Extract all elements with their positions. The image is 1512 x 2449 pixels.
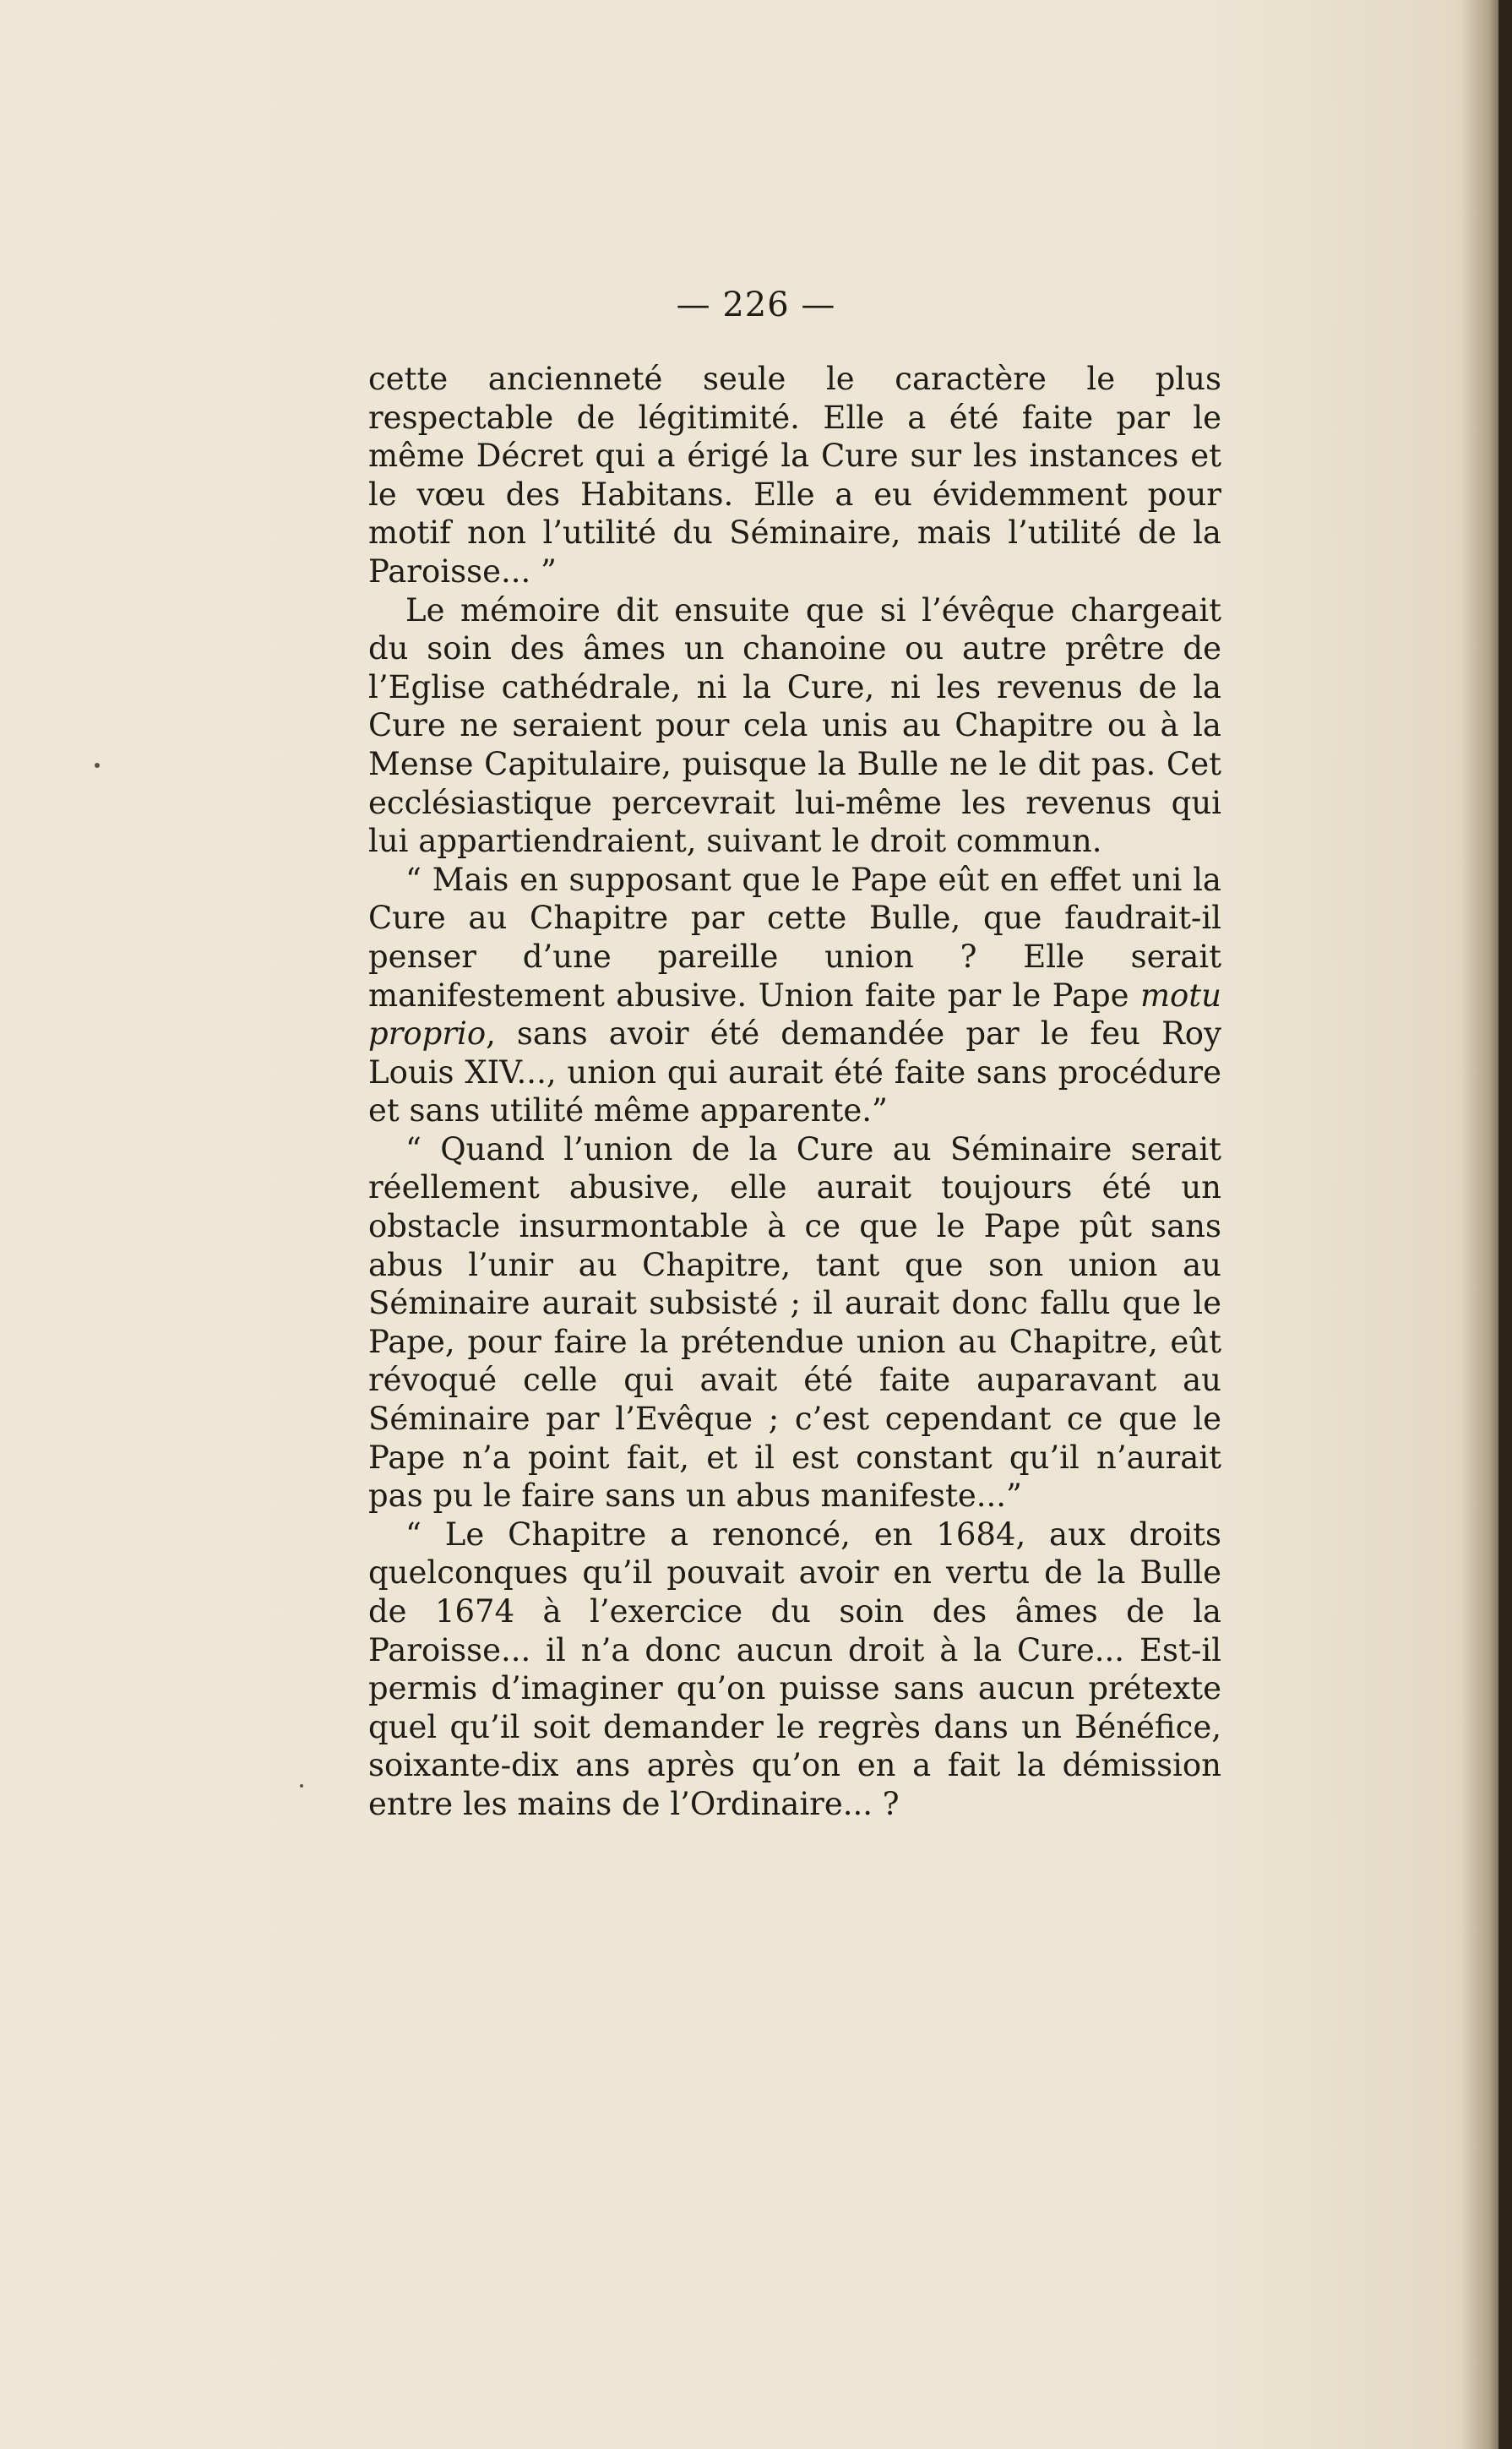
paragraph-3-text-before: “ Mais en supposant que le Pape eût en effet uni la Cure au Chapitre par cette Bulle, que faudrait-il penser d’une pareille union ? Elle serait manifestement abusive. Union faite par le Pape [368,861,1221,1014]
paragraph-5: “ Le Chapitre a renoncé, en 1684, aux droits quelconques qu’il pouvait avoir en vertu de la Bulle de 1674 à l’exercice du soin des âmes de la Paroisse... il n’a donc aucun droit à la Cure... Est-il permis d’imaginer qu’on puisse sans aucun prétexte quel qu’il soit demander le regrès dans un Bénéfice, soixante-dix ans après qu’on en a fait la démission entre les mains de l’Ordinaire... ? [368,1516,1221,1822]
paragraph-3 [368,861,1221,1130]
paragraph-3-italic-phrase: motu proprio [368,977,1221,1053]
paragraph-2: Le mémoire dit ensuite que si l’évêque chargeait du soin des âmes un chanoine ou autre prêtre de l’Eglise cathédrale, ni la Cure, ni les revenus de la Cure ne seraient pour cela unis au Chapitre ou à la Mense Capitulaire, puisque la Bulle ne le dit pas. Cet ecclésiastique percevrait lui-même les revenus qui lui appartiendraient, suivant le droit commun. [368,591,1221,860]
paper-speck [300,1784,303,1788]
paper-speck [95,763,100,768]
paragraph-3-text-after: , sans avoir été demandée par le feu Roy Louis XIV..., union qui aurait été faite sans procédure et sans utilité même apparente.” [368,1015,1221,1129]
body-text [368,360,1221,1824]
binding-edge [1498,0,1512,2449]
paragraph-1: cette ancienneté seule le caractère le plus respectable de légitimité. Elle a été faite par le même Décret qui a érigé la Cure sur les instances et le vœu des Habitans. Elle a eu évidemment pour motif non l’utilité du Séminaire, mais l’utilité de la Paroisse... ” [368,361,1221,590]
page-number: — 226 — [676,286,836,324]
paragraph-4: “ Quand l’union de la Cure au Séminaire serait réellement abusive, elle aurait toujours été un obstacle insurmontable à ce que le Pape pût sans abus l’unir au Chapitre, tant que son union au Séminaire aurait subsisté ; il aurait donc fallu que le Pape, pour faire la prétendue union au Chapitre, eût révoqué celle qui avait été faite auparavant au Séminaire par l’Evêque ; c’est cependant ce que le Pape n’a point fait, et il est constant qu’il n’aurait pas pu le faire sans un abus manifeste...” [368,1130,1221,1515]
